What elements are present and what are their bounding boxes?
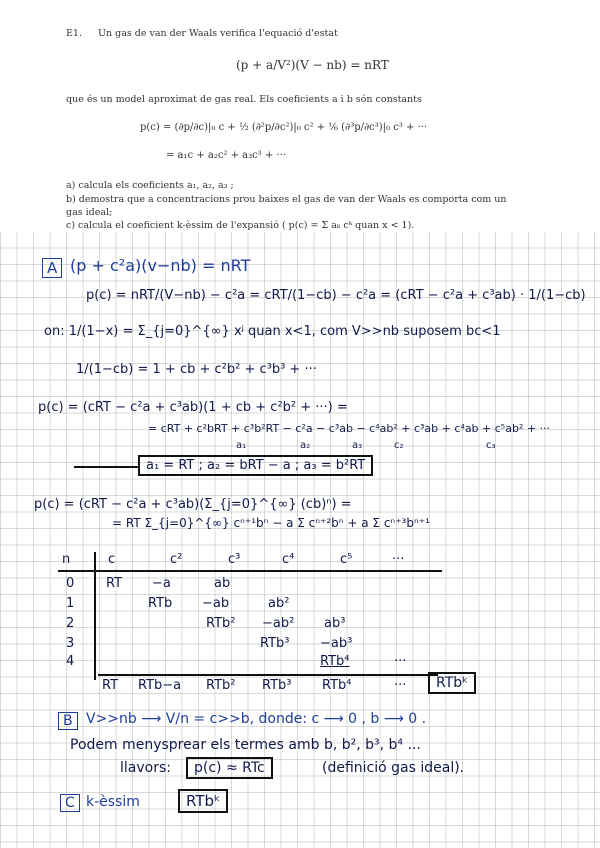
- virial-line-2: = a₁c + a₂c² + a₃c³ + ···: [166, 150, 287, 161]
- part-b-line-2: Podem menysprear els termes amb b, b², b³, b⁴ ...: [70, 737, 421, 753]
- part-a-label: A: [42, 258, 62, 278]
- table-header-rule: [58, 570, 442, 572]
- item-a: a) calcula els coeficients a₁, a₂, a₃ ;: [66, 180, 234, 191]
- geometric-series-note: on: 1/(1−x) = Σ_{j=0}^{∞} xʲ quan x<1, com V>>nb suposem bc<1: [44, 324, 501, 339]
- header-c4: c⁴: [282, 552, 295, 567]
- ideal-gas-box: p(c) ≈ RTc: [186, 757, 273, 779]
- row2-c3: RTb²: [206, 616, 236, 631]
- total-c4: RTb³: [262, 678, 292, 693]
- item-b: b) demostra que a concentracions prou baixes el gas de van der Waals es comporta com un: [66, 194, 507, 205]
- expand-line-1: p(c) = (cRT − c²a + c³ab)(1 + cb + c²b² + ···) =: [38, 400, 348, 415]
- row0-c1: RT: [106, 576, 123, 591]
- kth-term-box: RTbᵏ: [178, 789, 228, 813]
- row3-c5: −ab³: [320, 636, 353, 651]
- row2-c5: ab³: [324, 616, 346, 631]
- under-label-a3: a₃: [352, 440, 363, 451]
- table-column-rule: [94, 552, 96, 680]
- arrow-shaft: [74, 466, 138, 468]
- header-c5: c⁵: [340, 552, 353, 567]
- pc-expression: p(c) = nRT/(V−nb) − c²a = cRT/(1−cb) − c²a = (cRT − c²a + c³ab) · 1/(1−cb): [86, 288, 586, 303]
- virial-line-1: p(c) = (∂p/∂c)|₀ c + ½ (∂²p/∂c²)|₀ c² + ⅙ (∂³p/∂c³)|₀ c³ + ···: [140, 122, 428, 133]
- vdw-equation: (p + a/V²)(V − nb) = nRT: [236, 58, 389, 72]
- row0-c2: −a: [152, 576, 171, 591]
- under-label-c2: c₂: [394, 440, 404, 451]
- row1-c4: ab²: [268, 596, 290, 611]
- sum-line-1: p(c) = (cRT − c²a + c³ab)(Σ_{j=0}^{∞} (cb)ⁿ) =: [34, 497, 352, 512]
- row4-dots: ···: [394, 654, 407, 669]
- header-dots: ···: [392, 552, 405, 567]
- total-c3: RTb²: [206, 678, 236, 693]
- item-c: c) calcula el coeficient k-èssim de l'expansió ( p(c) = Σ aₖ cᵏ quan x < 1).: [66, 220, 415, 231]
- header-c2: c²: [170, 552, 183, 567]
- total-c1: RT: [102, 678, 119, 693]
- under-label-c3: c₃: [486, 440, 496, 451]
- header-c3: c³: [228, 552, 241, 567]
- row1-c2: RTb: [148, 596, 173, 611]
- item-b-cont: gas ideal;: [66, 207, 113, 218]
- part-b-line-1: V>>nb ⟶ V/n = c>>b, donde: c ⟶ 0 , b ⟶ 0 .: [86, 711, 427, 727]
- final-term-box: RTbᵏ: [428, 672, 476, 694]
- row0-n: 0: [66, 576, 75, 591]
- total-dots: ···: [394, 678, 407, 693]
- table-total-rule: [98, 674, 438, 676]
- part-a-equation: (p + c²a)(v−nb) = nRT: [70, 256, 251, 275]
- total-c2: RTb−a: [138, 678, 182, 693]
- exercise-id: E1.: [66, 28, 82, 39]
- part-b-prefix: llavors:: [120, 760, 171, 776]
- row2-c4: −ab²: [262, 616, 295, 631]
- header-n: n: [62, 552, 71, 567]
- intro-text: Un gas de van der Waals verifica l'equació d'estat: [98, 28, 338, 39]
- under-label-a2: a₂: [300, 440, 311, 451]
- row1-c3: −ab: [202, 596, 230, 611]
- row0-c3: ab: [214, 576, 231, 591]
- coefficient-box: a₁ = RT ; a₂ = bRT − a ; a₃ = b²RT: [138, 455, 373, 476]
- row3-n: 3: [66, 636, 75, 651]
- row4-n: 4: [66, 654, 75, 669]
- sum-line-2: = RT Σ_{j=0}^{∞} cⁿ⁺¹bⁿ − a Σ cⁿ⁺²bⁿ + a Σ cⁿ⁺³bⁿ⁺¹: [112, 516, 430, 530]
- total-c5: RTb⁴: [322, 678, 352, 693]
- under-label-a1: a₁: [236, 440, 247, 451]
- part-b-suffix: (definició gas ideal).: [322, 760, 465, 776]
- header-c1: c: [108, 552, 116, 567]
- part-c-text: k-èssim: [86, 794, 140, 810]
- series-expansion: 1/(1−cb) = 1 + cb + c²b² + c³b³ + ···: [76, 362, 317, 377]
- row1-n: 1: [66, 596, 75, 611]
- problem-statement: [0, 0, 600, 232]
- row2-n: 2: [66, 616, 75, 631]
- body-text: que és un model aproximat de gas real. Els coeficients a i b són constants: [66, 94, 422, 105]
- part-c-label: C: [60, 794, 80, 812]
- expand-line-2: = cRT + c²bRT + c³b²RT − c²a − c³ab − c⁴ab² + c³ab + c⁴ab + c⁵ab² + ···: [148, 422, 551, 435]
- row4-c5: RTb⁴: [320, 654, 350, 669]
- row3-c4: RTb³: [260, 636, 290, 651]
- part-b-label: B: [58, 712, 78, 730]
- coefficient-table: [58, 552, 448, 692]
